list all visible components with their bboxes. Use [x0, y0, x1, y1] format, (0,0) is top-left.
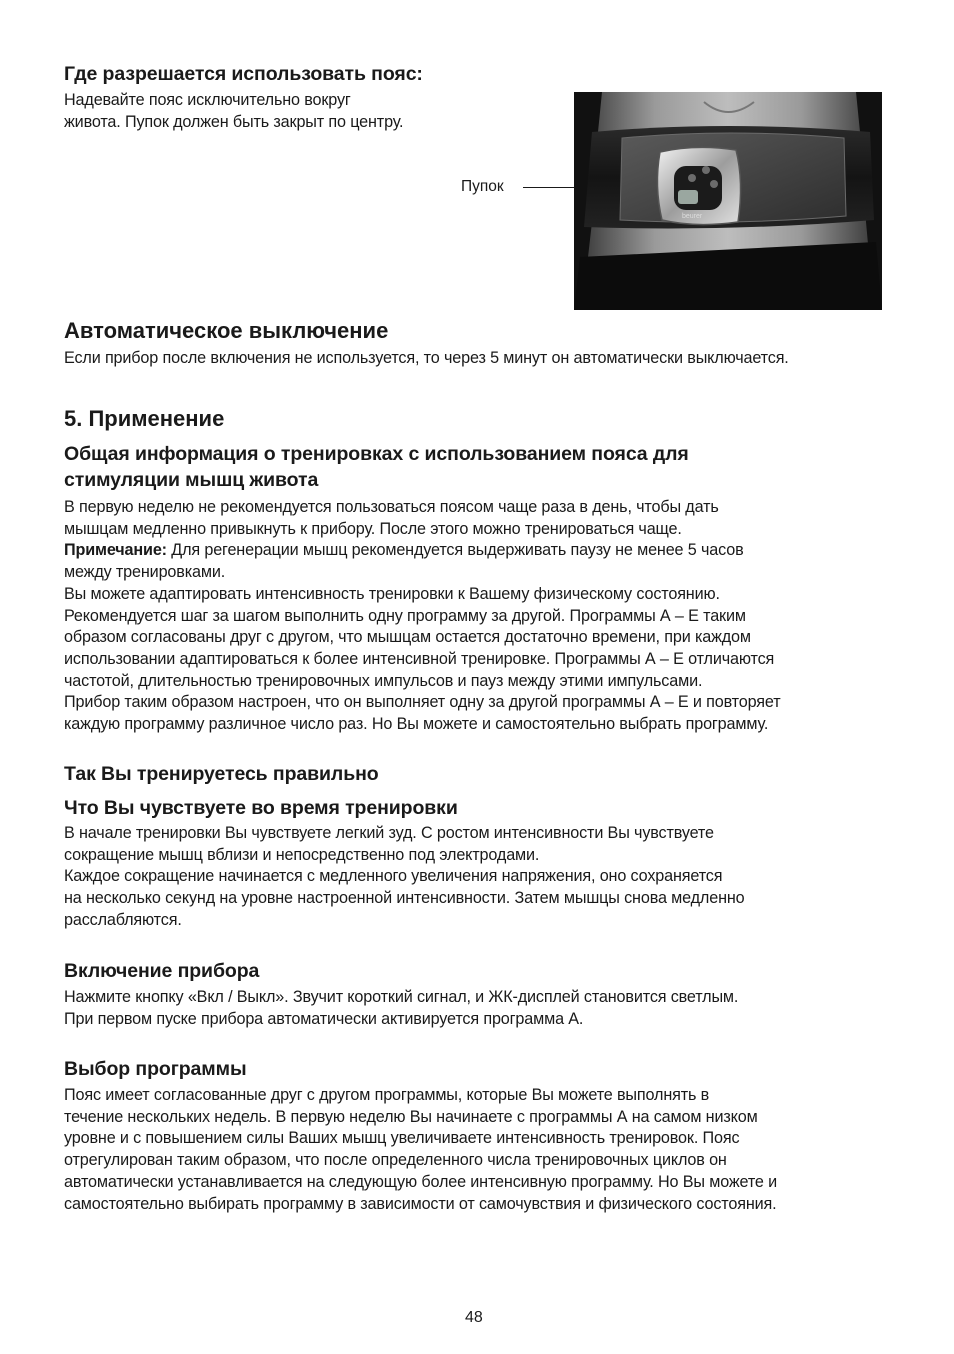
- feel-heading: Что Вы чувствуете во время тренировки: [64, 797, 458, 819]
- belt-photo: [574, 92, 882, 310]
- program-heading: Выбор программы: [64, 1058, 247, 1080]
- train-heading: Так Вы тренируетесь правильно: [64, 763, 379, 785]
- power-on-heading: Включение прибора: [64, 960, 260, 982]
- program-line: Пояс имеет согласованные друг с другом программы, которые Вы можете выполнять в: [64, 1086, 710, 1104]
- program-line: самостоятельно выбирать программу в зависимости от самочувствия и физического состояния.: [64, 1194, 777, 1213]
- usage-line: В первую неделю не рекомендуется пользоваться поясом чаще раза в день, чтобы дать: [64, 498, 719, 516]
- usage-note: [64, 540, 744, 562]
- usage-line: Вы можете адаптировать интенсивность тренировки к Вашему физическому состоянию.: [64, 584, 720, 603]
- usage-line: между тренировками.: [64, 563, 226, 582]
- program-line: уровне и с повышением силы Ваших мышц увеличиваете интенсивность тренировок. Пояс: [64, 1129, 740, 1148]
- navel-label: Пупок: [461, 178, 504, 195]
- feel-line: на несколько секунд на уровне настроенной интенсивности. Затем мышцы снова медленно: [64, 889, 745, 908]
- usage-subheading-2: стимуляции мышц живота: [64, 469, 319, 491]
- usage-line: Рекомендуется шаг за шагом выполнить одну программу за другой. Программы А – Е таким: [64, 606, 746, 625]
- usage-heading: 5. Применение: [64, 406, 225, 431]
- where-line-2: живота. Пупок должен быть закрыт по центру.: [64, 113, 404, 131]
- usage-line: Прибор таким образом настроен, что он выполняет одну за другой программы А – Е и повторяет: [64, 693, 781, 712]
- feel-line: сокращение мышц вблизи и непосредственно под электродами.: [64, 845, 540, 864]
- where-line-1: Надевайте пояс исключительно вокруг: [64, 91, 351, 109]
- feel-line: Каждое сокращение начинается с медленного увеличения напряжения, оно сохраняется: [64, 867, 723, 886]
- usage-line: образом согласованы друг с другом, что мышцам остается достаточно времени, при каждом: [64, 628, 751, 647]
- program-line: автоматически устанавливается на следующую более интенсивную программу. Но Вы можете и: [64, 1172, 778, 1191]
- page-number: 48: [465, 1309, 483, 1326]
- feel-line: расслабляются.: [64, 910, 182, 929]
- usage-line: использовании адаптироваться к более интенсивной тренировке. Программы А – Е отличаются: [64, 649, 775, 668]
- usage-line: каждую программу различное число раз. Но Вы можете и самостоятельно выбрать программу.: [64, 715, 769, 733]
- note-label: Примечание:: [64, 541, 167, 560]
- auto-off-text: Если прибор после включения не используется, то через 5 минут он автоматически выключается.: [64, 349, 789, 367]
- note-text: Для регенерации мышц рекомендуется выдерживать паузу не менее 5 часов: [166, 541, 744, 560]
- where-heading: Где разрешается использовать пояс:: [64, 63, 423, 85]
- program-line: течение нескольких недель. В первую неделю Вы начинаете с программы А на самом низком: [64, 1107, 758, 1126]
- usage-line: частотой, длительностью тренировочных импульсов и пауз между этими импульсами.: [64, 671, 703, 690]
- program-line: отрегулирован таким образом, что после определенного числа тренировочных циклов он: [64, 1151, 727, 1170]
- brand-logo: beurer: [682, 213, 703, 220]
- power-on-line: Нажмите кнопку «Вкл / Выкл». Звучит короткий сигнал, и ЖК-дисплей становится светлым.: [64, 988, 739, 1006]
- usage-subheading-1: Общая информация о тренировках с использованием пояса для: [64, 443, 689, 465]
- auto-off-heading: Автоматическое выключение: [64, 318, 389, 343]
- power-on-line: При первом пуске прибора автоматически активируется программа А.: [64, 1009, 584, 1028]
- feel-line: В начале тренировки Вы чувствуете легкий зуд. С ростом интенсивности Вы чувствуете: [64, 824, 714, 842]
- usage-line: мышцам медленно привыкнуть к прибору. После этого можно тренироваться чаще.: [64, 519, 682, 538]
